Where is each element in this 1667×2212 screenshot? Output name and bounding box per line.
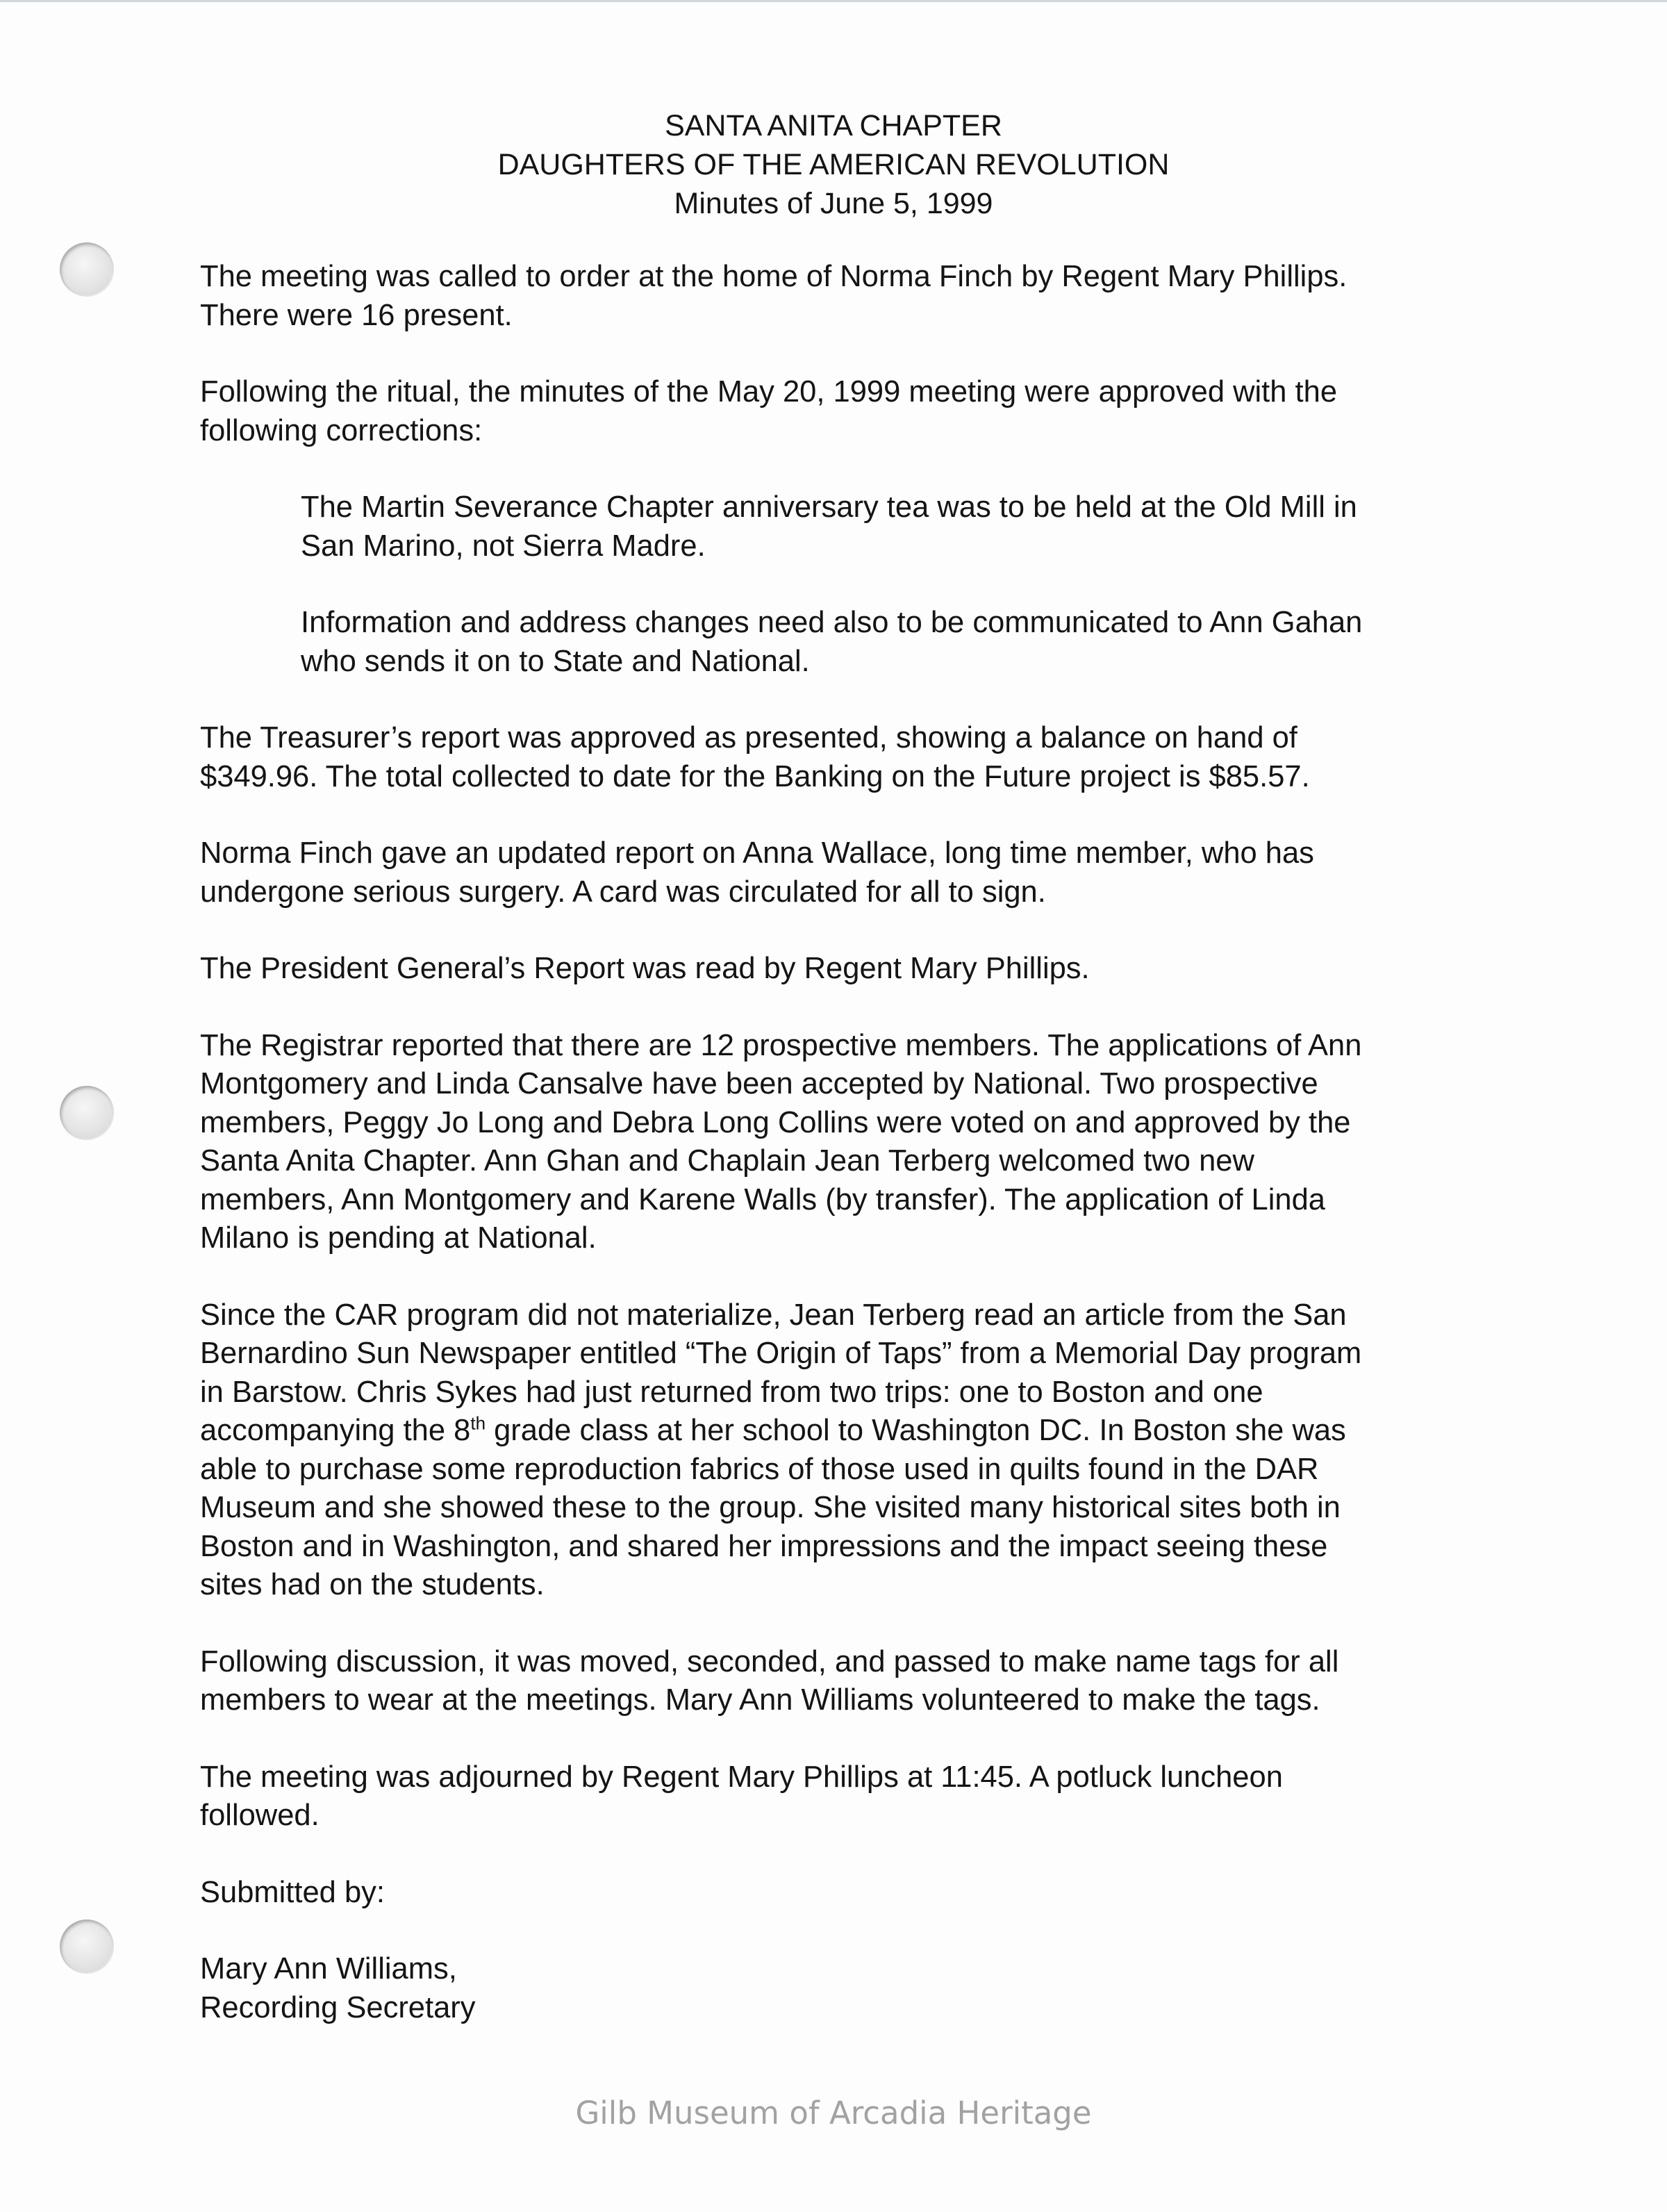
punch-hole-bottom — [60, 1920, 114, 1974]
text-line: able to purchase some reproduction fabrics of those used in quilts found in the DAR — [200, 1452, 1319, 1486]
secretary-name: Mary Ann Williams, — [200, 1952, 457, 1986]
submitted-by-label — [200, 1874, 1520, 1913]
chapter-name: SANTA ANITA CHAPTER — [665, 109, 1002, 142]
text-segment: grade class at her school to Washington DC. In Boston she was — [486, 1414, 1346, 1447]
text-line: Norma Finch gave an updated report on Anna Wallace, long time member, who has — [200, 836, 1314, 870]
text-line: Information and address changes need also to be communicated to Ann Gahan — [301, 606, 1363, 639]
text-line: in Barstow. Chris Sykes had just returned from two trips: one to Boston and one — [200, 1375, 1263, 1409]
text-line: Santa Anita Chapter. Ann Ghan and Chaplain Jean Terberg welcomed two new — [200, 1144, 1254, 1178]
signature-block — [200, 1950, 1520, 2027]
paragraph-president-general-report — [200, 950, 1520, 989]
paragraph-treasurer-report — [200, 719, 1520, 796]
paragraph-program — [200, 1296, 1520, 1605]
ordinal-superscript: th — [470, 1412, 486, 1434]
text-line: Boston and in Washington, and shared her impressions and the impact seeing these — [200, 1529, 1328, 1563]
text-line: The Registrar reported that there are 12 prospective members. The applications of Ann — [200, 1028, 1362, 1062]
paragraph-adjournment — [200, 1758, 1520, 1835]
text-line: Montgomery and Linda Cansalve have been accepted by National. Two prospective — [200, 1067, 1318, 1100]
paragraph-member-update — [200, 834, 1520, 911]
paragraph-registrar-report — [200, 1027, 1520, 1258]
text-line: $349.96. The total collected to date for the Banking on the Future project is $85.57. — [200, 759, 1310, 793]
museum-watermark: Gilb Museum of Arcadia Heritage — [575, 2095, 1092, 2131]
text-line: Submitted by: — [200, 1875, 385, 1909]
text-line: who sends it on to State and National. — [301, 644, 810, 678]
text-line: Since the CAR program did not materialize, Jean Terberg read an article from the San — [200, 1298, 1347, 1332]
text-line: There were 16 present. — [200, 298, 513, 332]
text-line: Milano is pending at National. — [200, 1221, 597, 1255]
text-line: Following discussion, it was moved, seconded, and passed to make name tags for all — [200, 1644, 1339, 1678]
text-line: followed. — [200, 1799, 320, 1832]
text-line: Bernardino Sun Newspaper entitled “The Origin of Taps” from a Memorial Day program — [200, 1337, 1362, 1370]
text-line: members to wear at the meetings. Mary Ann Williams volunteered to make the tags. — [200, 1683, 1320, 1717]
minutes-body — [200, 258, 1520, 2027]
text-line: The meeting was called to order at the home of Norma Finch by Regent Mary Phillips. — [200, 260, 1347, 293]
correction-1 — [301, 488, 1520, 566]
paragraph-name-tags — [200, 1643, 1520, 1720]
text-line: Museum and she showed these to the group. She visited many historical sites both in — [200, 1491, 1341, 1524]
text-line: The President General’s Report was read by Regent Mary Phillips. — [200, 952, 1090, 985]
document-header — [0, 106, 1667, 223]
minutes-date: Minutes of June 5, 1999 — [674, 187, 993, 220]
text-line: The Martin Severance Chapter anniversary tea was to be held at the Old Mill in — [301, 490, 1357, 524]
text-line: The meeting was adjourned by Regent Mary Phillips at 11:45. A potluck luncheon — [200, 1760, 1283, 1794]
punch-hole-top — [60, 242, 114, 297]
organization-name: DAUGHTERS OF THE AMERICAN REVOLUTION — [497, 148, 1170, 181]
text-line: members, Peggy Jo Long and Debra Long Collins were voted on and approved by the — [200, 1105, 1351, 1139]
punch-hole-middle — [60, 1086, 114, 1140]
text-line: San Marino, not Sierra Madre. — [301, 529, 706, 563]
secretary-title: Recording Secretary — [200, 1990, 476, 2024]
text-line: The Treasurer’s report was approved as presented, showing a balance on hand of — [200, 721, 1297, 754]
paragraph-call-to-order — [200, 258, 1520, 335]
text-line: following corrections: — [200, 413, 483, 447]
correction-2 — [301, 604, 1520, 681]
text-line: sites had on the students. — [200, 1568, 545, 1601]
text-line: members, Ann Montgomery and Karene Walls (by transfer). The application of Linda — [200, 1182, 1325, 1216]
text-line — [200, 1412, 1520, 1451]
paragraph-minutes-approval — [200, 373, 1520, 450]
text-line: Following the ritual, the minutes of the May 20, 1999 meeting were approved with the — [200, 375, 1338, 408]
text-segment: accompanying the 8 — [200, 1414, 471, 1447]
text-line: undergone serious surgery. A card was circulated for all to sign. — [200, 875, 1046, 909]
